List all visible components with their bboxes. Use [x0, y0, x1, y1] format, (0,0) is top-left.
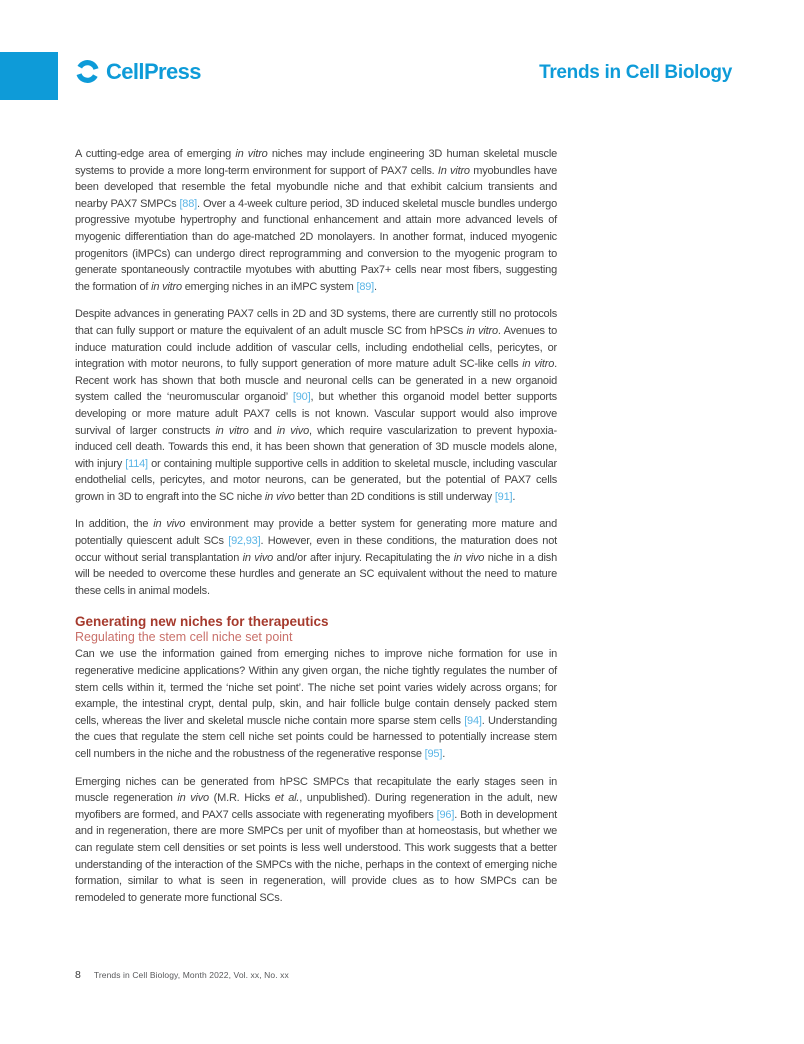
citation-link[interactable]: [88]	[179, 197, 198, 210]
paragraph	[75, 146, 557, 295]
body-text: myobundles have been developed that resemble the fetal myobundle niche and that exhibit calcium transients and nearby PAX7 SMPCs	[75, 164, 557, 210]
italic-text: in vivo	[242, 551, 274, 564]
article-body	[75, 146, 557, 906]
section-heading: Generating new niches for therapeutics	[75, 614, 329, 630]
body-text: . Both in development and in regeneration, there are more SMPCs per unit of myofiber than at homeostasis, but whether we can regulate stem cell densities or set points is less well understood. This work suggests that a better understanding of the interaction of the SMPCs with the niche, perhaps in the context of emerging niche formation, similar to what is seen in regeneration, will provide clues as to how SMPCs can be remodeled to generate more functional SCs.	[75, 808, 557, 904]
italic-text: in vivo	[264, 490, 295, 503]
italic-text: in vitro	[522, 358, 555, 371]
page-number: 8	[75, 969, 81, 981]
paragraph	[75, 516, 557, 599]
cellpress-logo	[74, 58, 201, 85]
body-text: .	[374, 280, 377, 293]
body-text: and/or after injury. Recapitulating the	[273, 551, 454, 564]
body-text: . Avenues to induce maturation could include addition of vascular cells, including endothelial cells, pericytes, or integration with motor neurons, to fully support generation of more mature adult SC-like cells	[75, 324, 557, 371]
body-text: , unpublished). During regeneration in the adult, new myofibers are formed, and PAX7 cells associate with regenerating myofibers	[75, 792, 557, 821]
body-text: or containing multiple supportive cells in addition to skeletal muscle, including vascular endothelial cells, pericytes, and motor neurons, can be generated, but the potential of PAX7 cells grown in 3D to engraft into the SC niche	[75, 457, 557, 503]
italic-text: in vivo	[177, 792, 209, 805]
body-text: .	[442, 748, 446, 760]
body-text: A cutting-edge area of emerging	[75, 148, 236, 160]
citation-link[interactable]: [94]	[464, 714, 482, 727]
body-text: . Over a 4-week culture period, 3D induced skeletal muscle bundles undergo progressive myotube hypertrophy and functional enhancement and attain more advanced levels of myogenic differentiation than do age-matched 2D monolayers. In another format, induced myogenic progenitors (iMPCs) can undergo direct reprogramming and conversion to the myogenic program to generate spontaneously contractile myotubes with abutting Pax7+ cells near most fibers, suggesting the formation of	[75, 197, 557, 293]
italic-text: in vivo	[276, 424, 309, 437]
paragraph	[75, 306, 557, 505]
body-text: environment may provide a better system for generating more mature and potentially quiescent adult SCs	[75, 518, 557, 548]
paragraph	[75, 646, 557, 762]
body-text: Emerging niches can be generated from hPSC SMPCs that recapitulate the early stages seen in muscle regeneration	[75, 775, 557, 805]
cellpress-swirl-icon	[74, 58, 101, 85]
italic-text: In vitro	[437, 164, 470, 177]
italic-text: in vivo	[453, 551, 485, 564]
journal-title: Trends in Cell Biology	[539, 62, 732, 83]
body-text: Can we use the information gained from emerging niches to improve niche formation for use in regenerative medicine applications? Within any given organ, the niche tightly regulates the number of stem cells within it, termed the ‘niche set point’. The niche set point varies widely across organs; for example, the intestinal crypt, dental pulp, skin, and hair follicle bulge contain densely packed stem cells, whereas the liver and skeletal muscle niche contain more sparse stem cells	[75, 648, 557, 727]
body-text: , but whether this organoid model better supports developing or more mature adult PAX7 cells is not known. Vascular support would also improve survival of larger constructs	[75, 391, 557, 437]
body-text: Despite advances in generating PAX7 cells in 2D and 3D systems, there are currently still no protocols that can fully support or mature the equivalent of an adult muscle SC from hPSCs	[75, 308, 557, 337]
body-text: . Recent work has shown that both muscle and neuronal cells can be generated in a new organoid system called the ‘neuromuscular organoid’	[75, 358, 557, 404]
body-text: , which require vascularization to prevent hypoxia-induced cell death. Towards this end, it has been shown that generation of 3D muscle models alone, with injury	[75, 424, 557, 470]
cellpress-logo-text: CellPress	[106, 58, 201, 84]
page-footer	[75, 969, 289, 981]
citation-link[interactable]: [90]	[292, 391, 311, 404]
citation-link[interactable]: [89]	[356, 280, 375, 293]
body-text: . However, even in these conditions, the maturation does not occur without serial transplantation	[75, 535, 557, 564]
footer-journal-line: Trends in Cell Biology, Month 2022, Vol. xx, No. xx	[93, 970, 289, 980]
body-text: niches may include engineering 3D human skeletal muscle systems to provide a more long-term environment for support of PAX7 cells.	[75, 148, 558, 177]
paragraph	[75, 774, 557, 907]
italic-text: in vitro	[235, 148, 268, 160]
citation-link[interactable]: [114]	[125, 457, 148, 470]
citation-link[interactable]: [91]	[494, 490, 513, 503]
citation-link[interactable]: [92,93]	[228, 535, 261, 548]
citation-link[interactable]: [95]	[424, 748, 443, 760]
citation-link[interactable]: [96]	[436, 808, 455, 821]
body-text: (M.R. Hicks	[208, 792, 275, 805]
italic-text: et al.	[274, 792, 300, 805]
italic-text: in vitro	[151, 280, 182, 293]
italic-text: in vivo	[153, 518, 186, 531]
italic-text: in vitro	[215, 424, 249, 437]
body-text: better than 2D conditions is still underway	[294, 490, 495, 503]
body-text: niche in a dish will be needed to overcome these hurdles and generate an SC equivalent without the need to mature these cells in animal models.	[75, 551, 558, 597]
italic-text: in vitro	[466, 324, 498, 337]
body-text: . Understanding the cues that regulate the stem cell niche set points could be harnessed to potentially increase stem cell numbers in the niche and the robustness of the regenerative response	[75, 714, 557, 760]
brand-corner-square	[0, 52, 58, 100]
body-text: In addition, the	[75, 518, 154, 531]
body-text: .	[512, 490, 516, 503]
body-text: emerging niches in an iMPC system	[181, 280, 357, 293]
section-subheading: Regulating the stem cell niche set point	[75, 630, 293, 645]
body-text: and	[248, 424, 277, 437]
